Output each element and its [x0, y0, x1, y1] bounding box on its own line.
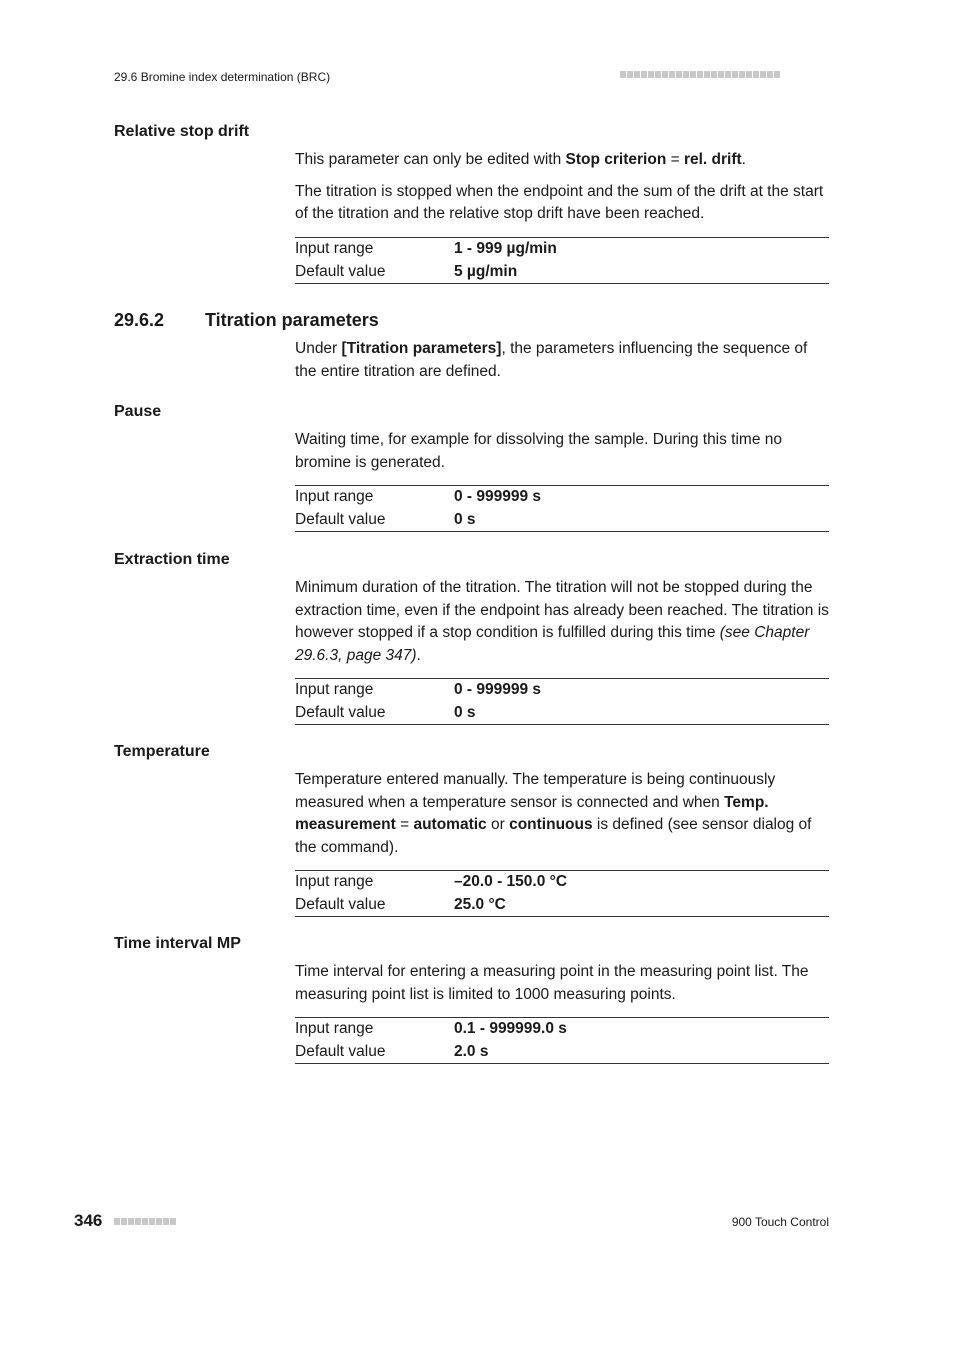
table-row: Default value 25.0 °C	[295, 895, 506, 913]
param-title-relative-stop-drift: Relative stop drift	[114, 123, 250, 140]
table-row: Input range 0 - 999999 s	[295, 681, 542, 698]
cross-reference-link[interactable]: (see Chapter 29.6.3, page 347)	[295, 624, 810, 664]
page-number: 346	[74, 1211, 103, 1230]
param-title-time-interval-mp: Time interval MP	[114, 935, 241, 952]
product-name: 900 Touch Control	[731, 1215, 829, 1229]
param-table-extraction-time	[295, 678, 829, 725]
table-row: Input range –20.0 - 150.0 °C	[295, 873, 568, 890]
table-row: Default value 0 s	[295, 510, 476, 528]
param-title-extraction-time: Extraction time	[114, 551, 230, 568]
param-title-pause: Pause	[114, 403, 162, 420]
param-desc-relative-stop-drift: This parameter can only be edited with Stop criterion = rel. drift. The titration is stopped when the endpoint and the sum of the drift at the start of the titration and the relative stop drift have been reached.	[295, 151, 824, 222]
param-desc-extraction-time: Minimum duration of the titration. The titration will not be stopped during the extraction time, even if the endpoint has already been reached. The titration is however stopped if a stop condition is fulfilled during this time (see Chapter 29.6.3, page 347).	[295, 579, 829, 664]
param-table-pause	[295, 485, 829, 532]
table-row: Input range 0 - 999999 s	[295, 488, 542, 505]
param-table-temperature	[295, 870, 829, 917]
section-title: Titration parameters	[205, 310, 379, 330]
table-row: Input range 0.1 - 999999.0 s	[295, 1020, 567, 1037]
param-desc-time-interval-mp: Time interval for entering a measuring point in the measuring point list. The measuring point list is limited to 1000 measuring points.	[295, 963, 809, 1003]
section-intro: Under [Titration parameters], the parameters influencing the sequence of the entire titration are defined.	[295, 340, 808, 380]
section-number: 29.6.2	[114, 310, 165, 330]
table-row: Default value 5 µg/min	[295, 262, 518, 280]
footer-decoration	[114, 1218, 176, 1225]
table-row: Default value 2.0 s	[295, 1042, 489, 1060]
header-decoration	[620, 71, 830, 78]
param-title-temperature: Temperature	[114, 743, 210, 760]
param-table-time-interval-mp	[295, 1017, 829, 1064]
table-row: Input range 1 - 999 µg/min	[295, 240, 557, 257]
param-desc-temperature: Temperature entered manually. The temperature is being continuously measured when a temperature sensor is connected and when Temp. measurement = automatic or continuous is defined (see sensor dialog of the command).	[295, 771, 812, 856]
running-header: 29.6 Bromine index determination (BRC)	[114, 70, 331, 84]
param-desc-pause: Waiting time, for example for dissolving the sample. During this time no bromine is generated.	[295, 431, 783, 471]
table-row: Default value 0 s	[295, 703, 476, 721]
param-table-relative-stop-drift	[295, 237, 829, 284]
